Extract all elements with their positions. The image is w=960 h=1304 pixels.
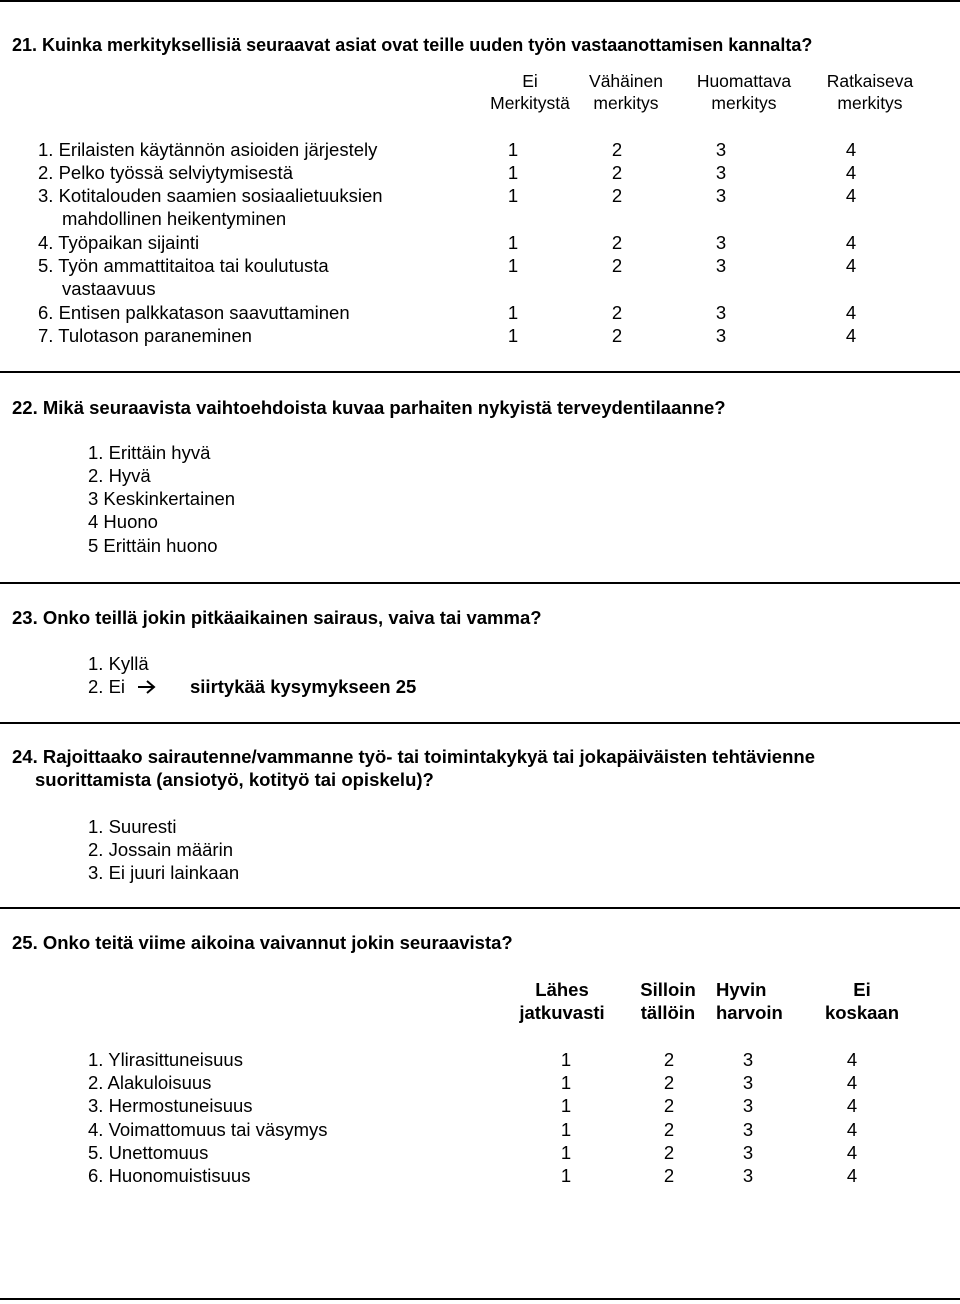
q21-item-6-value-2[interactable]: 2 bbox=[611, 302, 623, 323]
q25-col-1-line2: jatkuvasti bbox=[519, 1002, 605, 1023]
q21-item-5-value-2[interactable]: 2 bbox=[611, 255, 623, 276]
q21-item-4-value-2[interactable]: 2 bbox=[611, 232, 623, 253]
q23-option-1[interactable]: 1. Kyllä bbox=[88, 653, 149, 674]
q25-item-2-value-2[interactable]: 2 bbox=[663, 1072, 675, 1093]
q21-item-7-value-1[interactable]: 1 bbox=[507, 325, 519, 346]
q25-title: 25. Onko teitä viime aikoina vaivannut jokin seuraavista? bbox=[12, 932, 513, 953]
q21-item-2-value-2[interactable]: 2 bbox=[611, 162, 623, 183]
q25-item-2-value-1[interactable]: 1 bbox=[560, 1072, 572, 1093]
q25-col-header-1 bbox=[496, 978, 628, 1024]
q25-item-2: 2. Alakuloisuus bbox=[88, 1072, 212, 1093]
q21-item-5-value-3[interactable]: 3 bbox=[715, 255, 727, 276]
q25-col-4-line1: Ei bbox=[853, 979, 871, 1000]
q21-item-3-value-4[interactable]: 4 bbox=[845, 185, 857, 206]
q21-item-5-value-4[interactable]: 4 bbox=[845, 255, 857, 276]
divider-q21-q22 bbox=[0, 371, 960, 373]
divider-q22-q23 bbox=[0, 582, 960, 584]
q25-col-4-line2: koskaan bbox=[824, 1002, 900, 1023]
q25-item-6-value-2[interactable]: 2 bbox=[663, 1165, 675, 1186]
q25-item-1: 1. Ylirasittuneisuus bbox=[88, 1049, 243, 1070]
q25-item-4-value-1[interactable]: 1 bbox=[560, 1119, 572, 1140]
q25-item-5-value-1[interactable]: 1 bbox=[560, 1142, 572, 1163]
q21-item-2-value-3[interactable]: 3 bbox=[715, 162, 727, 183]
q22-option-5[interactable]: 5 Erittäin huono bbox=[88, 535, 218, 556]
q25-item-1-value-4[interactable]: 4 bbox=[846, 1049, 858, 1070]
q21-item-4-value-3[interactable]: 3 bbox=[715, 232, 727, 253]
q25-item-6-value-3[interactable]: 3 bbox=[742, 1165, 754, 1186]
q21-item-4: 4. Työpaikan sijainti bbox=[38, 232, 200, 253]
q25-col-3-line1: Hyvin bbox=[716, 979, 767, 1000]
q21-item-6: 6. Entisen palkkatason saavuttaminen bbox=[38, 302, 350, 323]
q21-item-7-value-2[interactable]: 2 bbox=[611, 325, 623, 346]
q25-item-3-value-1[interactable]: 1 bbox=[560, 1095, 572, 1116]
q21-item-7-value-3[interactable]: 3 bbox=[715, 325, 727, 346]
q25-item-2-value-3[interactable]: 3 bbox=[742, 1072, 754, 1093]
q23-title: 23. Onko teillä jokin pitkäaikainen sairaus, vaiva tai vamma? bbox=[12, 607, 542, 628]
q23-skip-note: siirtykää kysymykseen 25 bbox=[190, 676, 417, 697]
q21-item-5-value-1[interactable]: 1 bbox=[507, 255, 519, 276]
q25-col-header-2 bbox=[626, 978, 710, 1024]
q21-col-2-line1: Vähäinen bbox=[589, 71, 663, 91]
q22-option-3[interactable]: 3 Keskinkertainen bbox=[88, 488, 236, 509]
q21-col-header-2 bbox=[580, 70, 672, 114]
arrow-right-icon bbox=[136, 676, 158, 698]
q25-item-6-value-1[interactable]: 1 bbox=[560, 1165, 572, 1186]
q25-col-header-4 bbox=[808, 978, 916, 1024]
q25-item-4-value-4[interactable]: 4 bbox=[846, 1119, 858, 1140]
q25-item-2-value-4[interactable]: 4 bbox=[846, 1072, 858, 1093]
q25-col-3-line2: harvoin bbox=[716, 1002, 783, 1023]
q21-col-header-3 bbox=[684, 70, 804, 114]
q24-title-line2: suorittamista (ansiotyö, kotityö tai opiskelu)? bbox=[35, 769, 434, 790]
q21-item-3-cont: mahdollinen heikentyminen bbox=[62, 208, 287, 229]
q21-item-5: 5. Työn ammattitaitoa tai koulutusta bbox=[38, 255, 329, 276]
q25-item-5-value-2[interactable]: 2 bbox=[663, 1142, 675, 1163]
q24-option-2[interactable]: 2. Jossain määrin bbox=[88, 839, 233, 860]
q23-option-2[interactable]: 2. Ei bbox=[88, 676, 126, 697]
q25-item-5-value-3[interactable]: 3 bbox=[742, 1142, 754, 1163]
q25-item-3-value-3[interactable]: 3 bbox=[742, 1095, 754, 1116]
q21-col-3-line1: Huomattava bbox=[696, 71, 792, 91]
q25-item-3: 3. Hermostuneisuus bbox=[88, 1095, 253, 1116]
q25-item-4-value-2[interactable]: 2 bbox=[663, 1119, 675, 1140]
q21-item-3-value-2[interactable]: 2 bbox=[611, 185, 623, 206]
q21-item-2: 2. Pelko työssä selviytymisestä bbox=[38, 162, 293, 183]
q21-item-6-value-1[interactable]: 1 bbox=[507, 302, 519, 323]
q25-item-3-value-4[interactable]: 4 bbox=[846, 1095, 858, 1116]
bottom-border bbox=[0, 1298, 960, 1300]
q21-item-1-value-4[interactable]: 4 bbox=[845, 139, 857, 160]
q21-col-header-1 bbox=[476, 70, 584, 114]
q25-item-5: 5. Unettomuus bbox=[88, 1142, 209, 1163]
q21-item-2-value-4[interactable]: 4 bbox=[845, 162, 857, 183]
q21-item-6-value-4[interactable]: 4 bbox=[845, 302, 857, 323]
q22-option-2[interactable]: 2. Hyvä bbox=[88, 465, 151, 486]
q25-item-1-value-1[interactable]: 1 bbox=[560, 1049, 572, 1070]
q21-item-1-value-2[interactable]: 2 bbox=[611, 139, 623, 160]
q25-item-1-value-2[interactable]: 2 bbox=[663, 1049, 675, 1070]
q22-option-1[interactable]: 1. Erittäin hyvä bbox=[88, 442, 211, 463]
q21-item-4-value-1[interactable]: 1 bbox=[507, 232, 519, 253]
q25-item-5-value-4[interactable]: 4 bbox=[846, 1142, 858, 1163]
q21-item-4-value-4[interactable]: 4 bbox=[845, 232, 857, 253]
q21-col-4-line2: merkitys bbox=[837, 93, 903, 113]
q24-title-line1: 24. Rajoittaako sairautenne/vammanne työ- tai toimintakykyä tai jokapäiväisten tehtävienne bbox=[12, 746, 815, 767]
divider-q23-q24 bbox=[0, 722, 960, 724]
q21-col-1-line2: Merkitystä bbox=[490, 93, 570, 113]
divider-q24-q25 bbox=[0, 907, 960, 909]
q21-col-3-line2: merkitys bbox=[711, 93, 777, 113]
q21-item-1-value-3[interactable]: 3 bbox=[715, 139, 727, 160]
q22-option-4[interactable]: 4 Huono bbox=[88, 511, 158, 532]
q25-item-6-value-4[interactable]: 4 bbox=[846, 1165, 858, 1186]
q21-col-header-4 bbox=[812, 70, 928, 114]
q25-item-1-value-3[interactable]: 3 bbox=[742, 1049, 754, 1070]
q21-item-3: 3. Kotitalouden saamien sosiaalietuuksien bbox=[38, 185, 383, 206]
q22-title: 22. Mikä seuraavista vaihtoehdoista kuvaa parhaiten nykyistä terveydentilaanne? bbox=[12, 397, 726, 418]
q21-col-2-line2: merkitys bbox=[593, 93, 659, 113]
q25-col-header-3 bbox=[708, 978, 796, 1024]
q25-item-4: 4. Voimattomuus tai väsymys bbox=[88, 1119, 328, 1140]
q21-item-7-value-4[interactable]: 4 bbox=[845, 325, 857, 346]
q25-item-4-value-3[interactable]: 3 bbox=[742, 1119, 754, 1140]
q21-item-1: 1. Erilaisten käytännön asioiden järjestely bbox=[38, 139, 378, 160]
q21-item-3-value-3[interactable]: 3 bbox=[715, 185, 727, 206]
q24-option-3[interactable]: 3. Ei juuri lainkaan bbox=[88, 862, 240, 883]
q25-item-3-value-2[interactable]: 2 bbox=[663, 1095, 675, 1116]
q24-option-1[interactable]: 1. Suuresti bbox=[88, 816, 177, 837]
q21-item-3-value-1[interactable]: 1 bbox=[507, 185, 519, 206]
q25-item-6: 6. Huonomuistisuus bbox=[88, 1165, 251, 1186]
q21-item-6-value-3[interactable]: 3 bbox=[715, 302, 727, 323]
q21-item-2-value-1[interactable]: 1 bbox=[507, 162, 519, 183]
q25-col-2-line1: Silloin bbox=[640, 979, 696, 1000]
q25-col-2-line2: tällöin bbox=[640, 1002, 696, 1023]
q21-col-1-line1: Ei bbox=[522, 71, 538, 91]
q21-item-1-value-1[interactable]: 1 bbox=[507, 139, 519, 160]
q21-title: 21. Kuinka merkityksellisiä seuraavat asiat ovat teille uuden työn vastaanottamisen kannalta? bbox=[12, 35, 813, 55]
top-border bbox=[0, 0, 960, 2]
q25-col-1-line1: Lähes bbox=[535, 979, 589, 1000]
q21-col-4-line1: Ratkaiseva bbox=[826, 71, 914, 91]
q21-item-7: 7. Tulotason paraneminen bbox=[38, 325, 252, 346]
q21-item-5-cont: vastaavuus bbox=[62, 278, 156, 299]
